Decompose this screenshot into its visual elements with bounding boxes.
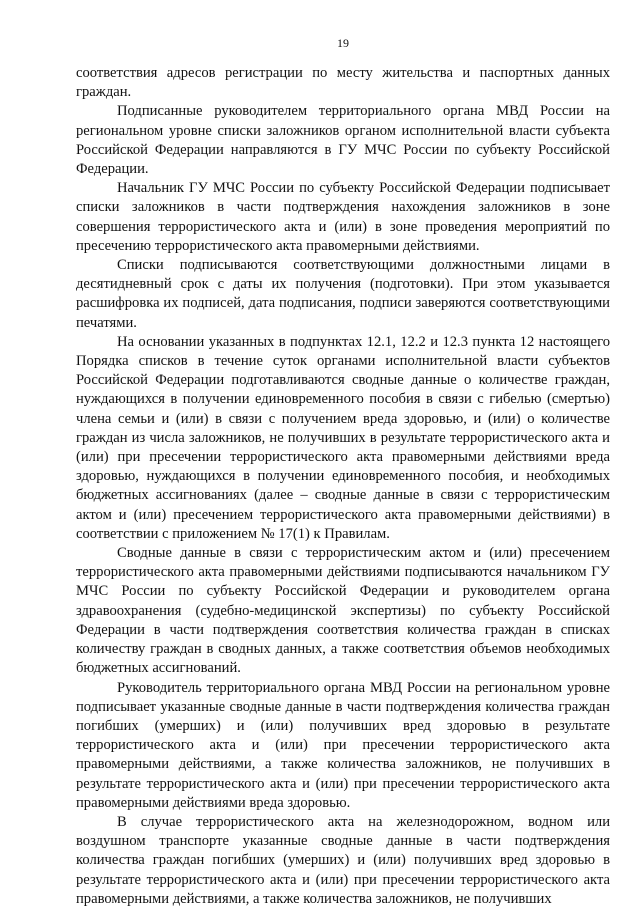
paragraph-1: соответствия адресов регистрации по месту жительства и паспортных данных граждан. [76,65,610,101]
paragraph-3: Начальник ГУ МЧС России по субъекту Российской Федерации подписывает списки заложников в части подтверждения нахождения заложников в зоне совершения террористического акта и (или) в зоне проведения мероприятий по пресечению террористического акта правомерными действиями. [76,180,610,254]
paragraph-6: Сводные данные в связи с террористическим актом и (или) пресечением террористического акта правомерными действиями подписываются начальником ГУ МЧС России по субъекту Российской Федерации и руководителем органа здравоохранения (судебно-медицинской экспертизы) по субъекту Российской Федерации в части подтверждения соответствия количества граждан в списках количеству граждан в сводных данных, а также соответствия объемов необходимых бюджетных ассигнований. [76,545,610,677]
paragraph-8: В случае террористического акта на железнодорожном, водном или воздушном транспорте указанные сводные данные в части подтверждения количества граждан погибших (умерших) и (или) получивших вред здоровью в результате террористического акта и (или) при пресечении террористического акта правомерными действиями, а также количества заложников, не получивших [76,813,610,907]
paragraph-4: Списки подписываются соответствующими должностными лицами в десятидневный срок с даты их получения (подготовки). При этом указывается расшифровка их подписей, дата подписания, подписи заверяются соответствующими печатями. [76,257,610,331]
paragraph-2: Подписанные руководителем территориального органа МВД России на региональном уровне списки заложников органом исполнительной власти субъекта Российской Федерации направляются в ГУ МЧС России по субъекту Российской Федерации. [76,103,610,178]
paragraph-5: На основании указанных в подпунктах 12.1, 12.2 и 12.3 пункта 12 настоящего Порядка списков в течение суток органами исполнительной власти субъектов Российской Федерации подготавливаются сводные данные о количестве граждан, нуждающихся в получении единовременного пособия в связи с гибелью (смертью) члена семьи и (или) в связи с получением вреда здоровью, и (или) о количестве граждан из числа заложников, не получивших в результате террористического акта и (или) при пресечении террористического акта правомерными действиями вреда здоровью, нуждающихся в получении единовременного пособия, и необходимых бюджетных ассигнованиях (далее – сводные данные в связи с террористическим актом и (или) пресечением террористического акта правомерными действиями) в соответствии с приложением № 17(1) к Правилам. [76,333,610,542]
page-number: 19 [337,36,349,50]
paragraph-7: Руководитель территориального органа МВД России на региональном уровне подписывает указанные сводные данные в части подтверждения количества граждан погибших (умерших) и (или) получивших вред здоровью в результате террористического акта и (или) при пресечении террористического акта правомерными действиями, а также количества заложников, не получивших в результате террористического акта и (или) при пресечении террористического акта правомерными действиями вреда здоровью. [76,679,610,811]
